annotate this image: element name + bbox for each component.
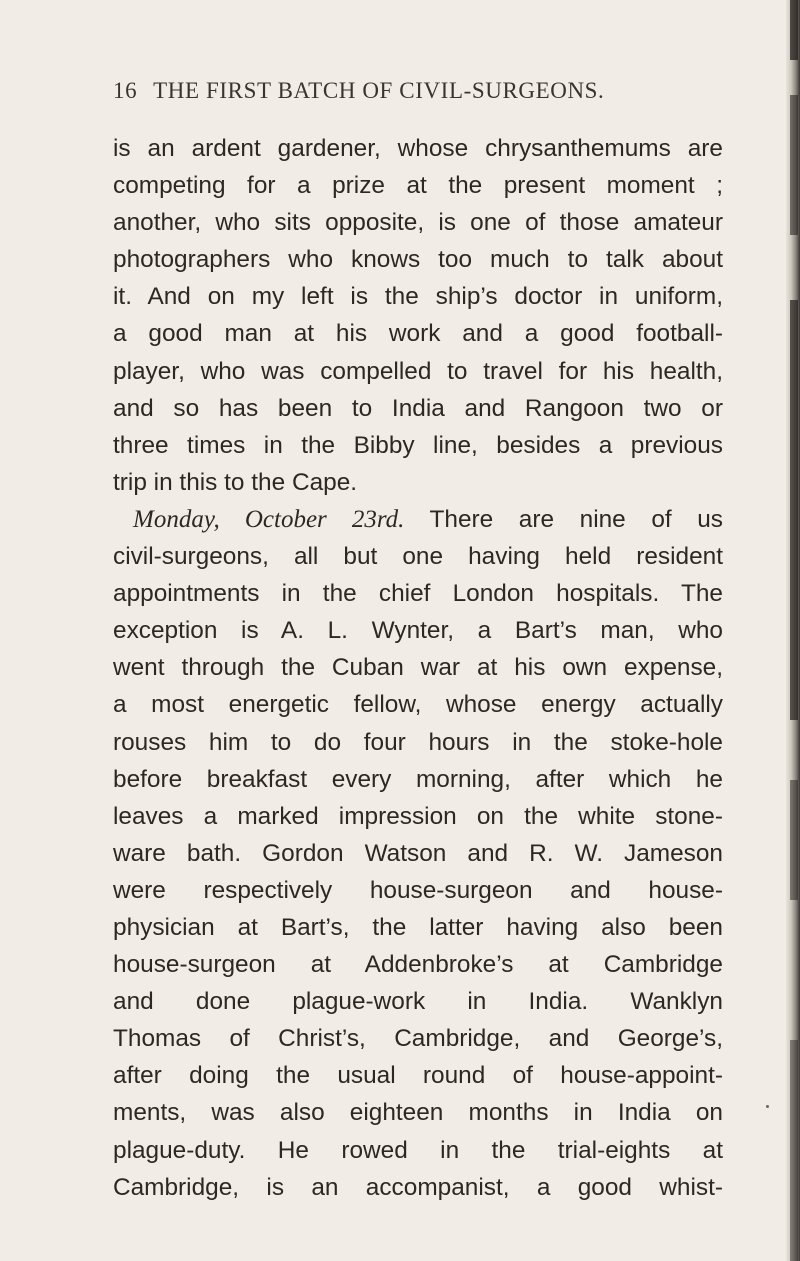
text-line: ments, was also eighteen months in India on xyxy=(113,1099,723,1127)
text-line: three times in the Bibby line, besides a previous xyxy=(113,431,723,459)
text-line: rouses him to do four hours in the stoke-hole xyxy=(113,728,723,756)
text-line-dated xyxy=(113,501,723,538)
text-line: a good man at his work and a good football- xyxy=(113,320,723,348)
text-line: and done plague-work in India. Wanklyn xyxy=(113,988,723,1016)
date-heading: Monday, October 23rd. xyxy=(133,505,405,533)
text-run: There are nine of us xyxy=(404,505,724,533)
text-line: physician at Bart’s, the latter having also been xyxy=(113,913,723,941)
running-title: THE FIRST BATCH OF CIVIL-SURGEONS. xyxy=(153,78,605,103)
text-line: a most energetic fellow, whose energy actually xyxy=(113,691,723,719)
text-line: went through the Cuban war at his own expense, xyxy=(113,654,723,682)
text-line: appointments in the chief London hospitals. The xyxy=(113,580,723,608)
text-line: plague-duty. He rowed in the trial-eights at xyxy=(113,1136,723,1164)
text-line: Thomas of Christ’s, Cambridge, and George’s, xyxy=(113,1025,723,1053)
text-line: house-surgeon at Addenbroke’s at Cambridge xyxy=(113,951,723,979)
text-line: another, who sits opposite, is one of those amateur xyxy=(113,209,723,237)
paper-speck xyxy=(766,1105,769,1108)
text-line: ware bath. Gordon Watson and R. W. Jameson xyxy=(113,839,723,867)
page-number: 16 xyxy=(113,78,138,103)
body-text xyxy=(113,130,723,1206)
text-line: it. And on my left is the ship’s doctor in uniform, xyxy=(113,283,723,311)
text-line: competing for a prize at the present moment ; xyxy=(113,172,723,200)
text-line: before breakfast every morning, after which he xyxy=(113,765,723,793)
text-line: exception is A. L. Wynter, a Bart’s man, who xyxy=(113,617,723,645)
text-line: player, who was compelled to travel for his health, xyxy=(113,357,723,385)
text-line: Cambridge, is an accompanist, a good whist- xyxy=(113,1173,723,1201)
text-line: civil-surgeons, all but one having held resident xyxy=(113,543,723,571)
text-line: leaves a marked impression on the white stone- xyxy=(113,802,723,830)
text-line: is an ardent gardener, whose chrysanthemums are xyxy=(113,135,723,162)
text-line: were respectively house-surgeon and house- xyxy=(113,876,723,904)
running-header xyxy=(113,78,604,104)
text-line: trip in this to the Cape. xyxy=(113,468,358,496)
text-line: and so has been to India and Rangoon two or xyxy=(113,394,723,422)
text-line: after doing the usual round of house-appoint- xyxy=(113,1062,723,1090)
page-binding-edge xyxy=(786,0,800,1261)
text-line: photographers who knows too much to talk about xyxy=(113,246,723,274)
